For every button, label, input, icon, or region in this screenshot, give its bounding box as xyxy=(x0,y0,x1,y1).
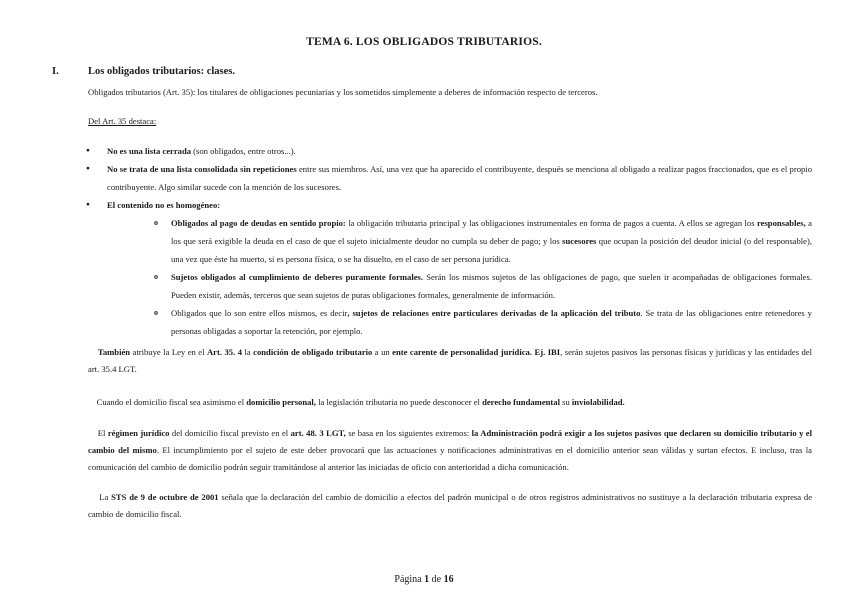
section-heading: Los obligados tributarios: clases. xyxy=(88,66,236,77)
sub-bold: , sujetos de relaciones entre particulares derivadas de la aplicación del tributo xyxy=(347,308,641,318)
para-text: la legislación tributaria no puede desconocer el xyxy=(315,397,483,407)
para-text: Cuando el domicilio fiscal sea asimismo el xyxy=(96,397,247,407)
footer-label: Página xyxy=(394,574,425,585)
para-bold: art. 48. 3 LGT, xyxy=(290,428,346,438)
section-intro: Obligados tributarios (Art. 35): los titulares de obligaciones pecuniarias y los sometidos simplemente a deberes de información respecto de terceros. xyxy=(88,87,598,97)
sub-item-relaciones-particulares xyxy=(152,304,812,340)
page-footer xyxy=(0,574,848,585)
paragraph-regimen xyxy=(88,425,812,476)
para-text: . El incumplimiento por el sujeto de este deber provocará que las actuaciones y notificaciones administrativas en el domicilio anterior sean válidas y surtan efectos. E incluso, tras la comunicación del cambio de domicilio podrán seguir tramitándose al anterior las iniciadas de oficio con anterioridad a dicha comunicación. xyxy=(88,445,813,472)
sub-bold: sucesores xyxy=(562,236,597,246)
destaca-label: Del Art. 35 destaca: xyxy=(88,116,157,126)
bullet-item-contenido xyxy=(88,196,812,340)
para-text: la xyxy=(242,347,254,357)
para-text: su xyxy=(559,397,572,407)
sub-text: Serán los mismos sujetos de las obligaciones de pago, que suelen ir acompañadas de obligaciones formales. Pueden existir, además, terceros que sean sujetos de puras obligaciones formales, generalmente de información. xyxy=(171,272,812,300)
sub-text: la obligación tributaria principal y las obligaciones instrumentales en forma de pagos a cuenta. A ellos se agregan los xyxy=(345,218,757,228)
para-text: a un xyxy=(372,347,393,357)
bullet-text: (son obligados, entre otros...). xyxy=(191,146,296,156)
sub-list xyxy=(107,214,812,340)
sub-text: a los que será exigible la deuda en el caso de que el sujeto inicialmente deudor no cumpla su deber de pago; y los xyxy=(171,218,812,246)
para-bold: condición de obligado tributario xyxy=(253,347,373,357)
bullet-list xyxy=(88,142,812,340)
para-bold: la Administración podrá exigir a los sujetos pasivos que declaren su domicilio tributario y el cambio del mismo xyxy=(88,428,813,455)
para-bold: domicilio personal, xyxy=(246,397,316,407)
paragraph-sts xyxy=(88,489,812,523)
bullet-item-repeticiones xyxy=(88,160,812,196)
para-text: , serán sujetos pasivos las personas físicas y jurídicas y las entidades del art. 35.4 LGT. xyxy=(88,347,813,374)
section-number: I. xyxy=(52,66,59,77)
para-bold: Art. 35. 4 xyxy=(206,347,242,357)
sub-item-obligados-pago xyxy=(152,214,812,268)
para-bold: ente carente de personalidad jurídica. xyxy=(392,347,532,357)
page-total: 16 xyxy=(443,574,454,585)
paragraph-tambien xyxy=(88,344,812,378)
bullet-bold: No es una lista cerrada xyxy=(107,146,192,156)
para-text: El xyxy=(97,428,108,438)
para-bold: También xyxy=(97,347,131,357)
para-text: del domicilio fiscal previsto en el xyxy=(169,428,291,438)
page-current: 1 xyxy=(424,574,430,585)
sub-item-deberes-formales xyxy=(152,268,812,304)
para-bold: STS de 9 de octubre de 2001 xyxy=(111,492,219,502)
page-title: TEMA 6. LOS OBLIGADOS TRIBUTARIOS. xyxy=(306,36,542,48)
para-bold: inviolabilidad. xyxy=(571,397,625,407)
para-bold: régimen jurídico xyxy=(107,428,170,438)
sub-bold: responsables, xyxy=(756,218,806,228)
para-bold: derecho fundamental xyxy=(482,397,560,407)
para-text: atribuye la Ley en el xyxy=(130,347,207,357)
footer-sep: de xyxy=(429,574,444,585)
sub-text: que ocupan la posición del deudor inicial (o del responsable), una vez que éste ha muerto, si es persona física, o se ha disuelto, en el caso de ser persona jurídica. xyxy=(171,236,813,264)
bullet-item-lista-cerrada xyxy=(88,142,812,160)
sub-bold: Sujetos obligados al cumplimiento de deberes puramente formales. xyxy=(171,272,424,282)
sub-text: Obligados que lo son entre ellos mismos, es decir xyxy=(171,308,348,318)
para-bold: Ej. IBI xyxy=(534,347,561,357)
para-text: La xyxy=(99,492,112,502)
bullet-bold: El contenido no es homogéneo: xyxy=(107,200,221,210)
para-text: se basa en los siguientes extremos: xyxy=(345,428,472,438)
bullet-bold: No se trata de una lista consolidada sin repeticiones xyxy=(107,164,297,174)
sub-text: . Se trata de las obligaciones entre retenedores y personas obligadas a soportar la retención, por ejemplo. xyxy=(171,308,812,336)
paragraph-domicilio xyxy=(88,394,812,411)
bullet-text: entre sus miembros. Así, una vez que ha aparecido el contribuyente, después se menciona al obligado a realizar pagos fraccionados, que es el propio contribuyente. Algo similar sucede con la mención de los sucesores. xyxy=(107,164,812,192)
para-text: señala que la declaración del cambio de domicilio a efectos del padrón municipal o de otros registros administrativos no sustituye a la declaración tributaria expresa de cambio de domicilio fiscal. xyxy=(88,492,813,519)
sub-bold: Obligados al pago de deudas en sentido propio: xyxy=(171,218,346,228)
